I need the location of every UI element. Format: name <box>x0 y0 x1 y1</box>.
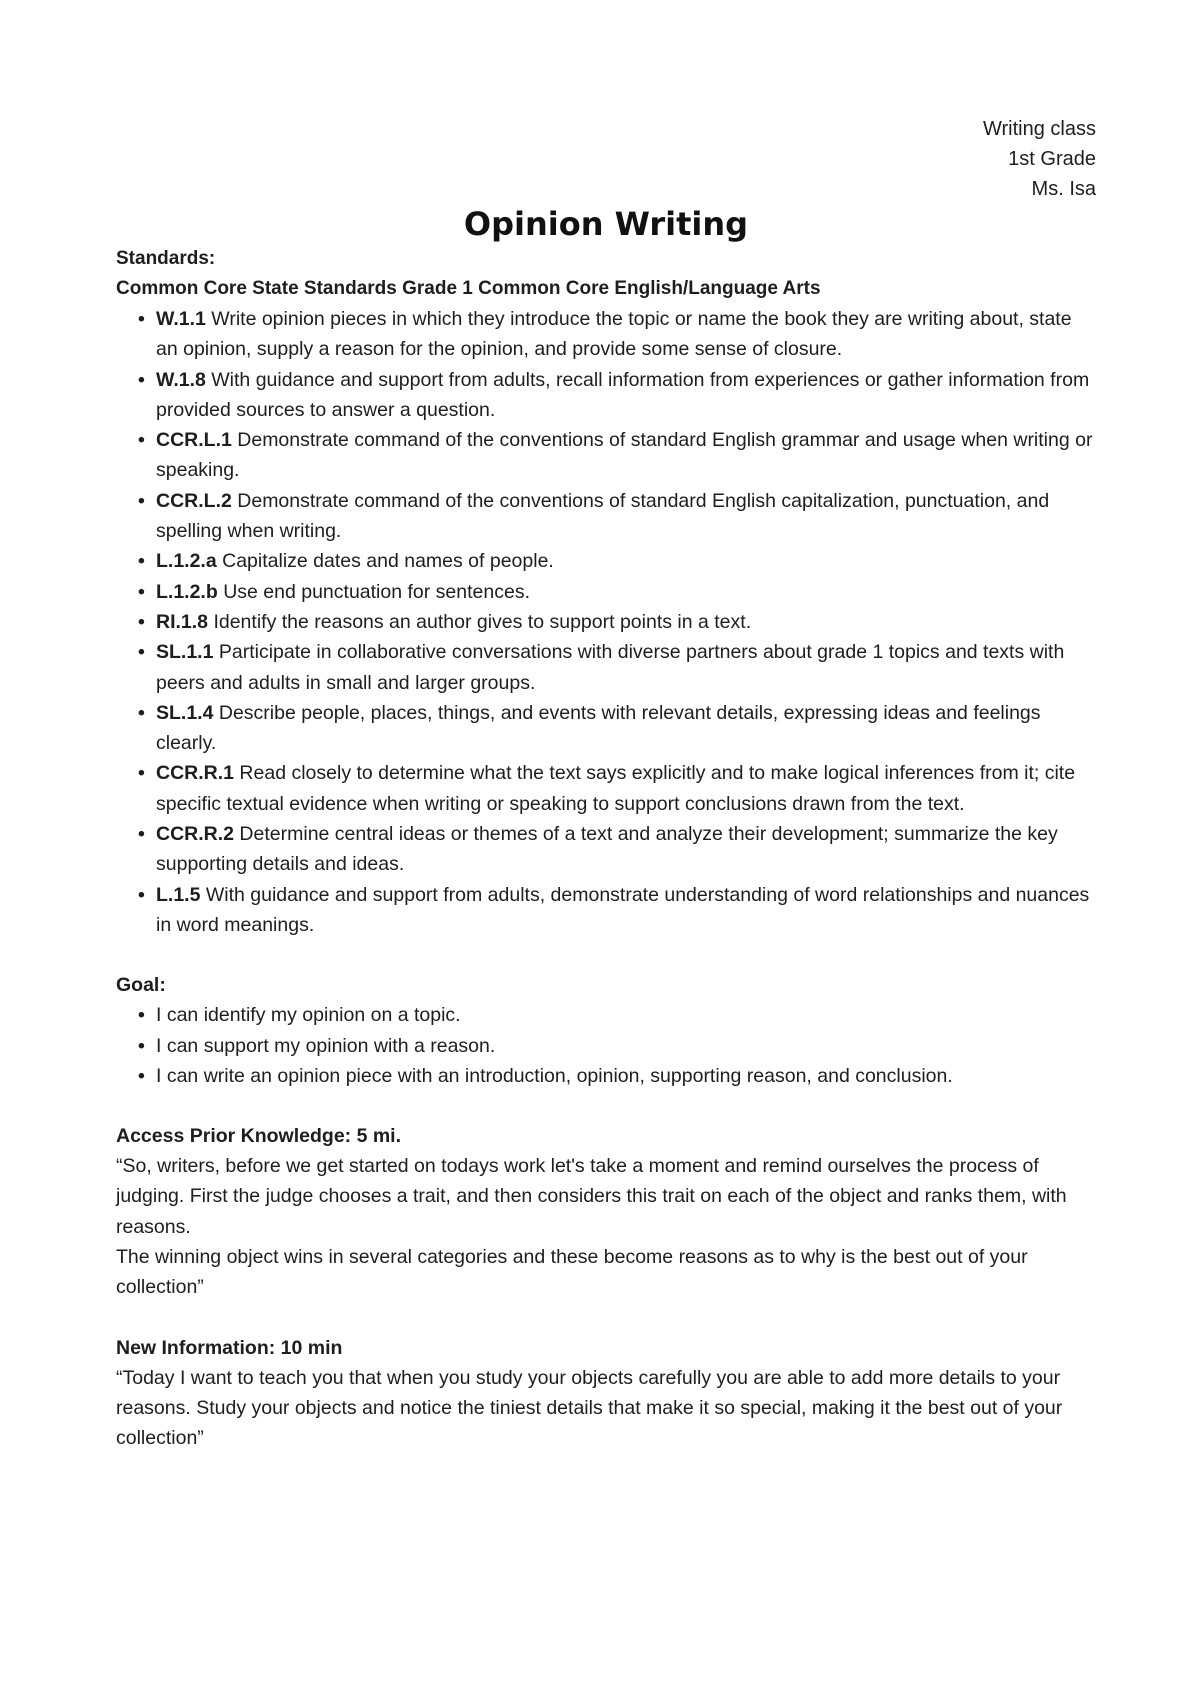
standard-item <box>156 758 1096 819</box>
standard-code: L.1.2.a <box>156 550 217 573</box>
standard-code: CCR.L.1 <box>156 429 232 452</box>
standard-text: Read closely to determine what the text says explicitly and to make logical inferences from it; cite specific textual evidence when writing or speaking to support conclusions drawn from the text. <box>156 762 1076 815</box>
prior-knowledge-heading: Access Prior Knowledge: 5 mi. <box>116 1125 402 1148</box>
page-title: Opinion Writing <box>463 205 749 243</box>
standards-heading: Standards: <box>116 248 216 269</box>
standard-code: SL.1.4 <box>156 701 214 724</box>
standard-item <box>156 577 1096 607</box>
standard-code: L.1.2.b <box>156 580 218 603</box>
standard-text: Write opinion pieces in which they introduce the topic or name the book they are writing about, state an opinion, supply a reason for the opinion, and provide some sense of closure. <box>156 308 1072 361</box>
standard-item <box>156 546 1096 576</box>
standard-text: Demonstrate command of the conventions of standard English capitalization, punctuation, and spelling when writing. <box>156 489 1050 543</box>
goal-item: • I can support my opinion with a reason. <box>156 1031 1096 1061</box>
standard-item <box>156 304 1096 365</box>
standard-text: With guidance and support from adults, demonstrate understanding of word relationships and nuances in word meanings. <box>156 883 1090 936</box>
goal-item: • I can identify my opinion on a topic. <box>156 1000 1096 1030</box>
standard-code: CCR.R.1 <box>156 762 235 785</box>
standards-subheading: Common Core State Standards Grade 1 Common Core English/Language Arts <box>116 278 821 299</box>
standard-text: Use end punctuation for sentences. <box>217 580 530 603</box>
standard-text: Determine central ideas or themes of a text and analyze their development; summarize the key supporting details and ideas. <box>156 823 1058 876</box>
standard-text: Identify the reasons an author gives to support points in a text. <box>208 610 752 633</box>
teacher-name: Ms. Isa <box>1031 178 1096 200</box>
standard-code: SL.1.1 <box>156 641 214 664</box>
standard-item <box>156 365 1096 426</box>
new-information-paragraph: “Today I want to teach you that when you study your objects carefully you are able to add more details to your reasons. Study your objects and notice the tiniest details that make it so special, making it the best out of your collection” <box>116 1366 1063 1450</box>
standard-text: Capitalize dates and names of people. <box>216 550 554 573</box>
grade-level: 1st Grade <box>1008 148 1096 170</box>
standard-item <box>156 486 1096 547</box>
standard-code: CCR.L.2 <box>156 489 232 512</box>
class-info <box>116 114 1096 204</box>
document-page <box>116 114 1096 1454</box>
standard-text: Describe people, places, things, and events with relevant details, expressing ideas and feelings clearly. <box>156 701 1041 755</box>
class-name: Writing class <box>983 118 1096 140</box>
standard-code: CCR.R.2 <box>156 823 235 846</box>
standard-item <box>156 425 1096 486</box>
standard-item <box>156 698 1096 759</box>
prior-knowledge-paragraph: “So, writers, before we get started on todays work let's take a moment and remind ourselves the process of judging. First the judge chooses a trait, and then considers this trait on each of the object and ranks them, with reasons. <box>116 1155 1067 1238</box>
new-information-heading: New Information: 10 min <box>116 1336 343 1359</box>
standard-item <box>156 880 1096 941</box>
goal-heading: Goal: <box>116 974 166 997</box>
standard-item <box>156 607 1096 637</box>
standard-text: With guidance and support from adults, recall information from experiences or gather information from provided sources to answer a question. <box>156 368 1090 421</box>
standard-item <box>156 819 1096 880</box>
standard-text: Participate in collaborative conversations with diverse partners about grade 1 topics and texts with peers and adults in small and larger groups. <box>156 641 1065 694</box>
standard-item <box>156 637 1096 698</box>
goal-item: • I can write an opinion piece with an introduction, opinion, supporting reason, and conclusion. <box>156 1061 1096 1091</box>
standard-code: L.1.5 <box>156 883 201 906</box>
standard-text: Demonstrate command of the conventions of standard English grammar and usage when writing or speaking. <box>156 429 1093 482</box>
standard-code: W.1.1 <box>156 308 206 330</box>
standard-code: W.1.8 <box>156 368 206 391</box>
prior-knowledge-paragraph-2: The winning object wins in several categories and these become reasons as to why is the best out of your collection” <box>116 1246 1028 1299</box>
goal-list <box>116 1000 1096 1091</box>
standard-code: RI.1.8 <box>156 610 209 633</box>
standards-list <box>116 304 1096 940</box>
